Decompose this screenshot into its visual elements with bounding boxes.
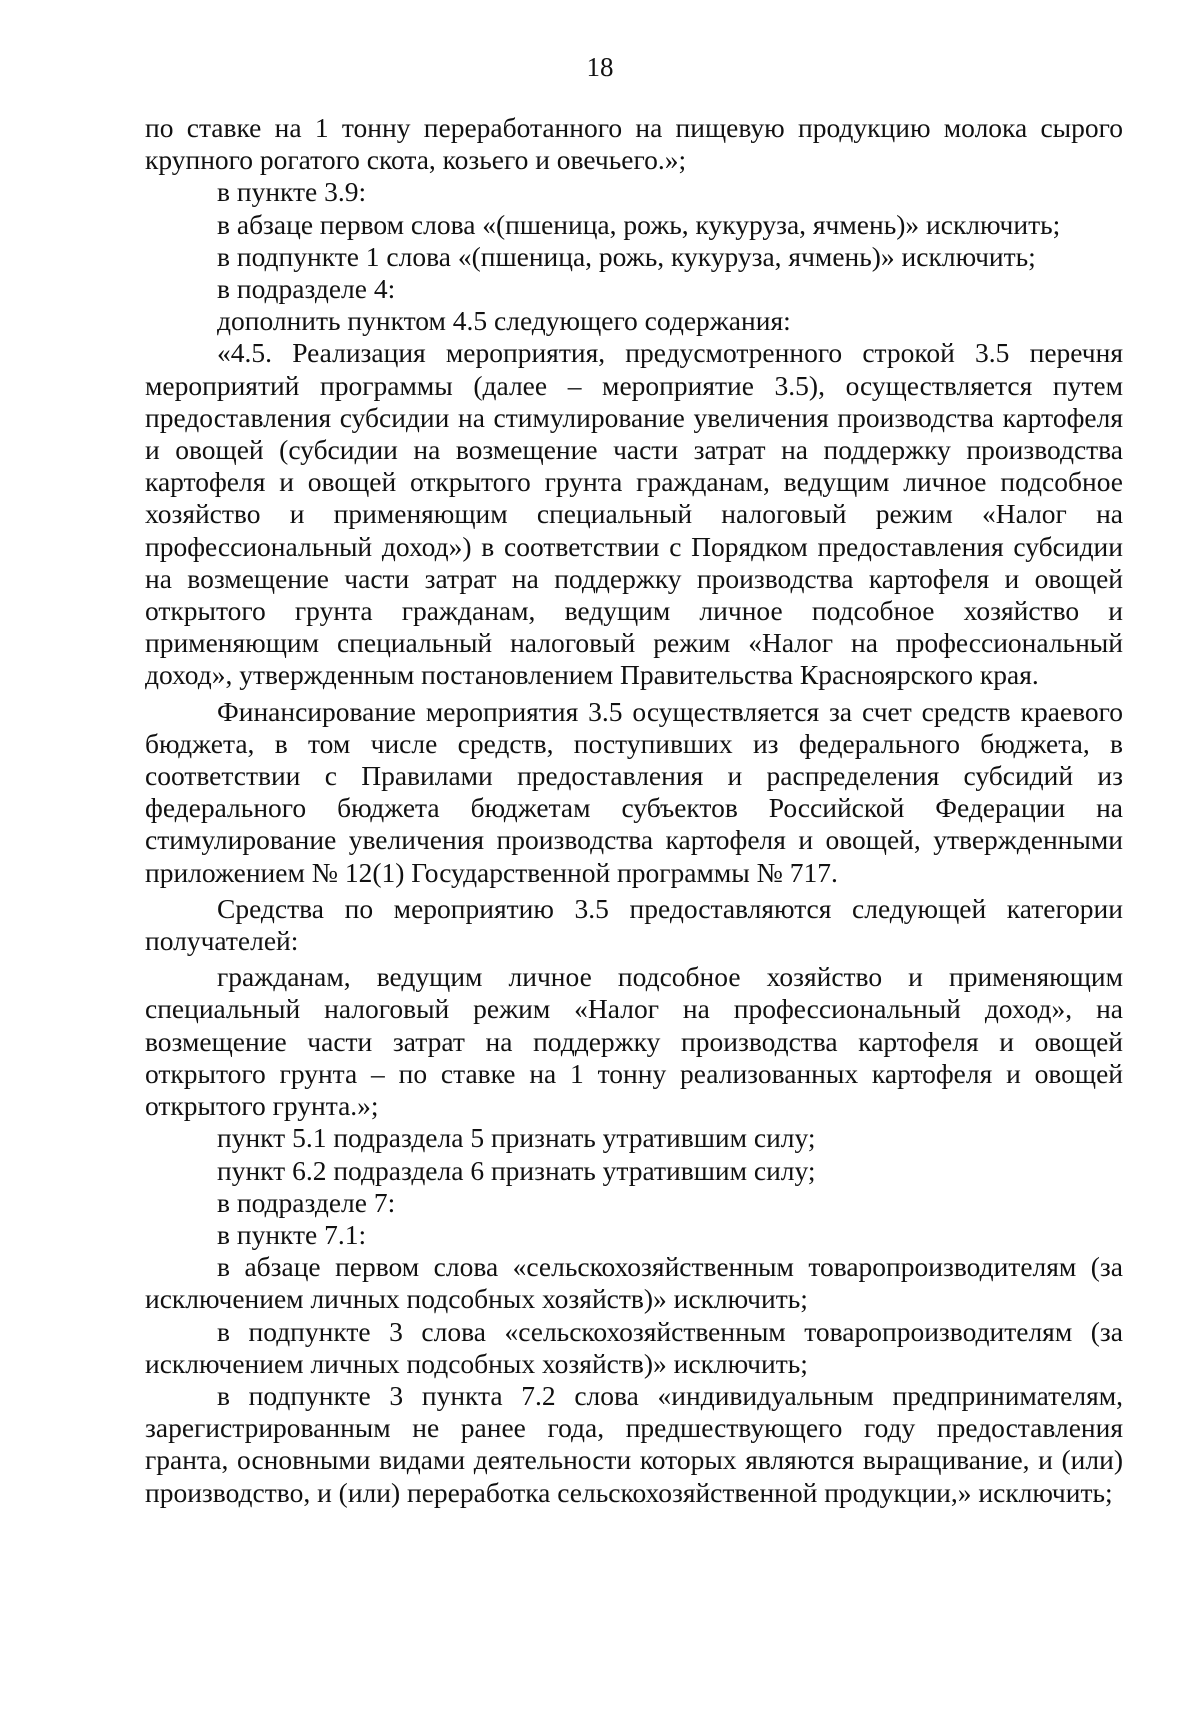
paragraph: в абзаце первом слова «сельскохозяйственным товаропроизводителям (за исключением личных подсобных хозяйств)» исключить; bbox=[145, 1251, 1123, 1315]
paragraph: в подпункте 3 пункта 7.2 слова «индивидуальным предпринимателям, зарегистрированным не ранее года, предшествующего году предоставления гранта, основными видами деятельности которых являются выращивание, и (или) производство, и (или) переработка сельскохозяйственной продукции,» исключить; bbox=[145, 1379, 1123, 1508]
paragraph: гражданам, ведущим личное подсобное хозяйство и применяющим специальный налоговый режим «Налог на профессиональный доход», на возмещение части затрат на поддержку производства картофеля и овощей открытого грунта – по ставке на 1 тонну реализованных картофеля и овощей открытого грунта.»; bbox=[145, 961, 1123, 1122]
paragraph: по ставке на 1 тонну переработанного на пищевую продукцию молока сырого крупного рогатого скота, козьего и овечьего.»; bbox=[145, 112, 1123, 176]
paragraph: Финансирование мероприятия 3.5 осуществляется за счет средств краевого бюджета, в том числе средств, поступивших из федерального бюджета, в соответствии с Правилами предоставления и распределения субсидий из федерального бюджета бюджетам субъектов Российской Федерации на стимулирование увеличения производства картофеля и овощей, утвержденными приложением № 12(1) Государственной программы № 717. bbox=[145, 695, 1123, 888]
paragraph: в подразделе 7: bbox=[217, 1186, 396, 1218]
page-number: 18 bbox=[586, 52, 614, 82]
paragraph: дополнить пунктом 4.5 следующего содержания: bbox=[217, 305, 791, 337]
document-body bbox=[145, 112, 1123, 1509]
paragraph: в подпункте 1 слова «(пшеница, рожь, кукуруза, ячмень)» исключить; bbox=[217, 240, 1036, 272]
paragraph: в подразделе 4: bbox=[217, 273, 396, 305]
paragraph: пункт 5.1 подраздела 5 признать утратившим силу; bbox=[217, 1122, 816, 1154]
paragraph: пункт 6.2 подраздела 6 признать утратившим силу; bbox=[217, 1154, 816, 1186]
paragraph: в пункте 3.9: bbox=[217, 176, 367, 208]
paragraph: «4.5. Реализация мероприятия, предусмотренного строкой 3.5 перечня мероприятий программы (далее – мероприятие 3.5), осуществляется путем предоставления субсидии на стимулирование увеличения производства картофеля и овощей (субсидии на возмещение части затрат на поддержку производства картофеля и овощей открытого грунта гражданам, ведущим личное подсобное хозяйство и применяющим специальный налоговый режим «Налог на профессиональный доход») в соответствии с Порядком предоставления субсидии на возмещение части затрат на поддержку производства картофеля и овощей открытого грунта гражданам, ведущим личное подсобное хозяйство и применяющим специальный налоговый режим «Налог на профессиональный доход», утвержденным постановлением Правительства Красноярского края. bbox=[145, 337, 1123, 691]
paragraph: в абзаце первом слова «(пшеница, рожь, кукуруза, ячмень)» исключить; bbox=[217, 208, 1061, 240]
paragraph: в пункте 7.1: bbox=[217, 1218, 367, 1250]
paragraph: Средства по мероприятию 3.5 предоставляются следующей категории получателей: bbox=[145, 892, 1123, 957]
paragraph: в подпункте 3 слова «сельскохозяйственным товаропроизводителям (за исключением личных подсобных хозяйств)» исключить; bbox=[145, 1315, 1123, 1379]
